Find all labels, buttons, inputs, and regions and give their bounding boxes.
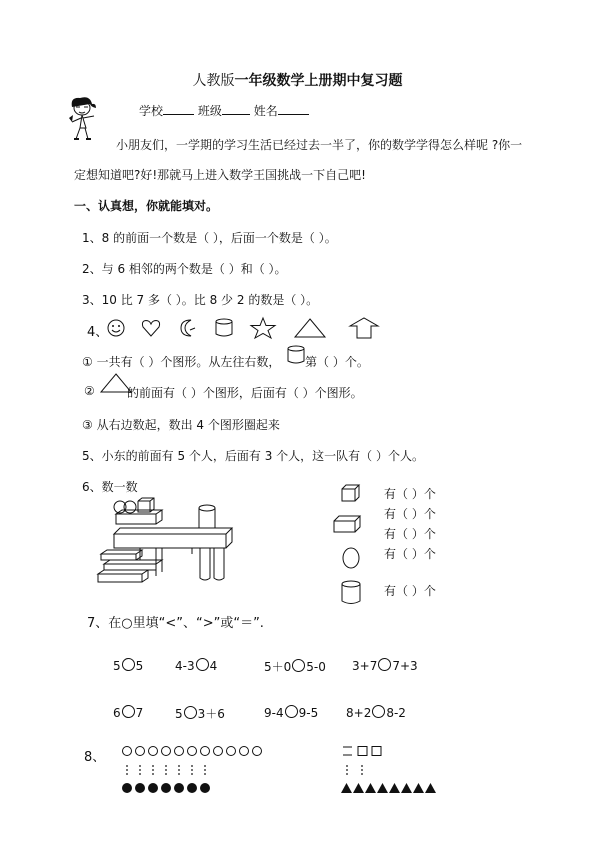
count-row-4: 有（ ）个 [384, 547, 436, 561]
count-row-2: 有（ ）个 [384, 507, 436, 521]
intro-line-2: 定想知道吧?好!那就马上进入数学王国挑战一下自己吧! [74, 168, 366, 182]
question-3: 3、10 比 7 多（ ）。比 8 少 2 的数是（ ）。 [82, 293, 319, 307]
cartoon-child-icon [66, 95, 100, 141]
compare-1-3: 5＋0 5-0 [264, 660, 326, 674]
compare-circle[interactable] [196, 658, 209, 671]
hollow-squares-row [342, 745, 384, 757]
hollow-circles-row [122, 745, 268, 757]
question-4-sub-2-mark: ② [84, 384, 95, 398]
compare-1-2: 4-3 4 [175, 659, 218, 673]
compare-1-4: 3+7 7+3 [352, 659, 418, 673]
count-row-1: 有（ ）个 [384, 487, 436, 501]
count-row-3: 有（ ）个 [384, 527, 436, 541]
crescent-moon-icon [177, 318, 197, 338]
heart-icon [141, 319, 161, 337]
compare-circle[interactable] [378, 658, 391, 671]
question-2: 2、与 6 相邻的两个数是（ ）和（ ）。 [82, 262, 287, 276]
school-label: 学校 [139, 104, 164, 118]
compare-2-3: 9-4 9-5 [264, 706, 319, 720]
cylinder-icon [214, 318, 234, 338]
compare-circle[interactable] [372, 705, 385, 718]
compare-2-2: 5 3＋6 [175, 707, 225, 721]
question-4-sub-2: 的前面有（ ）个图形，后面有（ ）个图形。 [127, 386, 363, 400]
question-8-label: 8、 [84, 750, 106, 765]
student-info-line [139, 102, 309, 119]
block-building-figure [96, 498, 236, 588]
question-4-sub-1-end: 第（ ）个。 [305, 355, 369, 369]
class-blank[interactable] [222, 103, 250, 115]
intro-line-1: 小朋友们，一学期的学习生活已经过去一半了，你的数学学得怎么样呢 ?你一 [116, 138, 523, 152]
cylinder-icon [340, 580, 362, 606]
question-6-label: 6、数一数 [82, 480, 138, 494]
cylinder-icon [286, 345, 306, 365]
smiley-icon [107, 319, 125, 337]
question-5: 5、小东的前面有 5 个人，后面有 3 个人，这一队有（ ）个人。 [82, 449, 424, 463]
compare-1-1: 5 5 [113, 659, 144, 673]
question-4-sub-3: ③ 从右边数起，数出 4 个图形圈起来 [82, 418, 280, 432]
filled-circles-row [122, 782, 212, 794]
compare-circle[interactable] [184, 706, 197, 719]
cube-icon [341, 484, 361, 502]
name-blank[interactable] [278, 103, 309, 115]
compare-circle[interactable] [122, 705, 135, 718]
connector-dots-right [342, 764, 372, 776]
compare-circle[interactable] [292, 659, 305, 672]
question-1: 1、8 的前面一个数是（ ），后面一个数是（ ）。 [82, 231, 337, 245]
ellipse-sphere-icon [341, 547, 361, 569]
cuboid-icon [333, 515, 361, 533]
compare-circle[interactable] [285, 705, 298, 718]
name-label: 姓名 [253, 104, 278, 118]
question-7: 7、在○里填“<”、“>”或“＝”. [87, 616, 264, 631]
compare-2-4: 8+2 8-2 [346, 706, 406, 720]
house-arrow-icon [349, 317, 379, 339]
compare-2-1: 6 7 [113, 706, 144, 720]
triangle-icon [294, 318, 326, 338]
class-label: 班级 [197, 104, 222, 118]
connector-dots-left [122, 764, 212, 776]
star-icon [250, 317, 276, 339]
question-4-label: 4、 [87, 325, 109, 340]
filled-triangles-row [341, 782, 441, 794]
school-blank[interactable] [163, 103, 194, 115]
compare-circle[interactable] [122, 658, 135, 671]
question-4-sub-1: ① 一共有（ ）个图形。从左往右数， [82, 355, 281, 369]
count-row-5: 有（ ）个 [384, 584, 436, 598]
section-1-heading: 一、认真想，你就能填对。 [74, 199, 219, 213]
page-title: 人教版一年级数学上册期中复习题 [192, 73, 403, 89]
